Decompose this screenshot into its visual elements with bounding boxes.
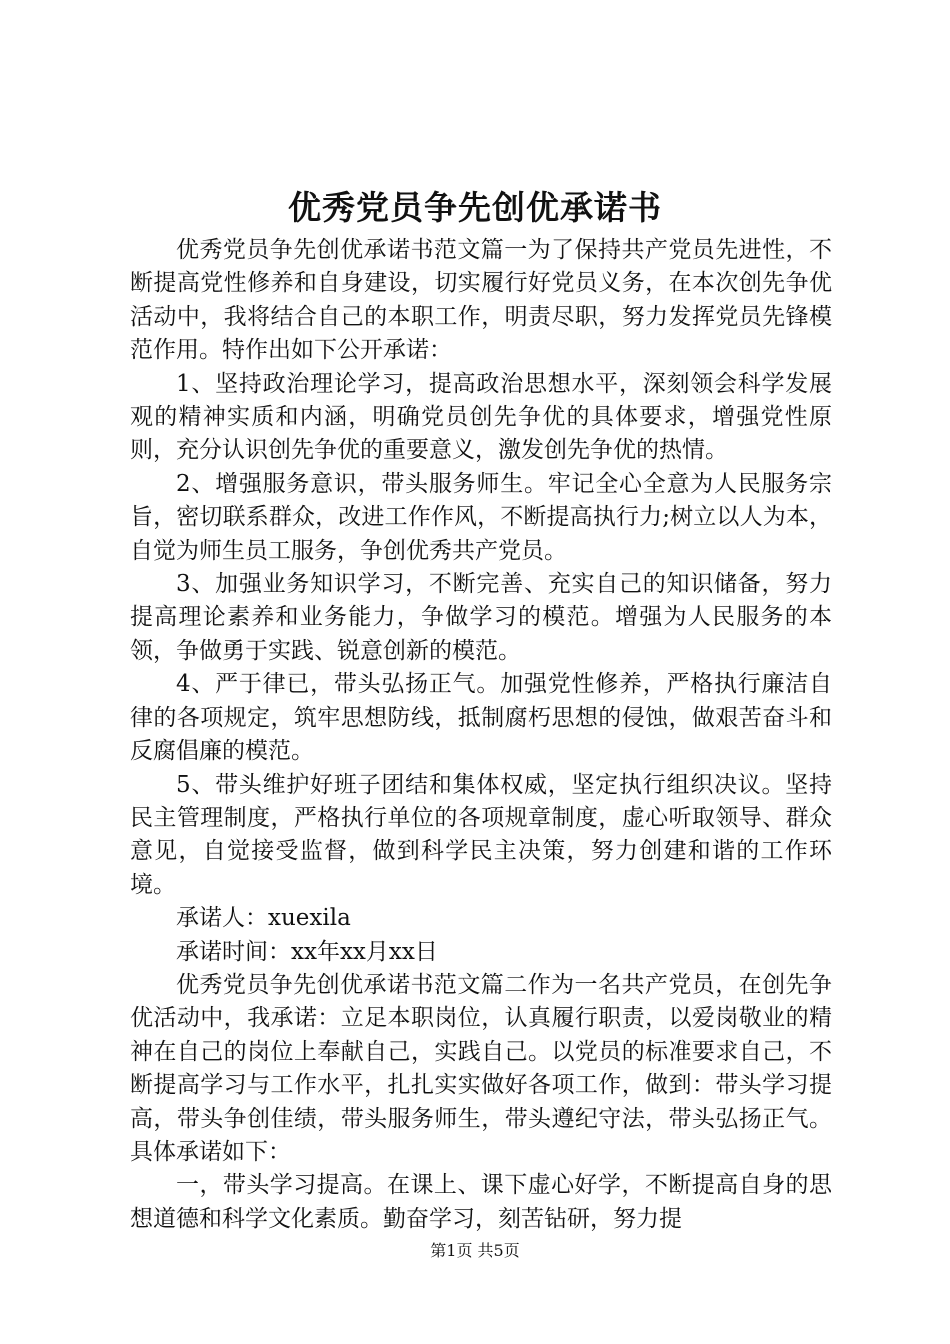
paragraph-item-2: 2、增强服务意识，带头服务师生。牢记全心全意为人民服务宗旨，密切联系群众，改进工作作风，不断提高执行力;树立以人为本，自觉为师生员工服务，争创优秀共产党员。 xyxy=(130,470,832,564)
paragraph-item-one: 一，带头学习提高。在课上、课下虚心好学，不断提高自身的思想道德和科学文化素质。勤奋学习，刻苦钻研，努力提 xyxy=(130,1172,832,1232)
signatory-line: 承诺人：xuexila xyxy=(176,905,351,932)
paragraph-item-1: 1、坚持政治理论学习，提高政治思想水平，深刻领会科学发展观的精神实质和内涵，明确党员创先争优的具体要求，增强党性原则，充分认识创先争优的重要意义，激发创先争优的热情。 xyxy=(130,370,832,464)
date-line: 承诺时间：xx年xx月xx日 xyxy=(176,938,438,965)
page-footer: 第1页 共5页 xyxy=(430,1241,520,1260)
paragraph-intro-2: 优秀党员争先创优承诺书范文篇二作为一名共产党员，在创先争优活动中，我承诺：立足本职岗位，认真履行职责，以爱岗敬业的精神在自己的岗位上奉献自己，实践自己。以党员的标准要求自己，不断提高学习与工作水平，扎扎实实做好各项工作，做到：带头学习提高，带头争创佳绩，带头服务师生，带头遵纪守法，带头弘扬正气。具体承诺如下： xyxy=(130,971,832,1165)
document-body xyxy=(130,234,832,1236)
paragraph-item-5: 5、带头维护好班子团结和集体权威，坚定执行组织决议。坚持民主管理制度，严格执行单位的各项规章制度，虚心听取领导、群众意见，自觉接受监督，做到科学民主决策，努力创建和谐的工作环境。 xyxy=(130,771,832,898)
page-title: 优秀党员争先创优承诺书 xyxy=(288,188,662,227)
paragraph-item-4: 4、严于律已，带头弘扬正气。加强党性修养，严格执行廉洁自律的各项规定，筑牢思想防线，抵制腐朽思想的侵蚀，做艰苦奋斗和反腐倡廉的模范。 xyxy=(130,671,832,765)
paragraph-item-3: 3、加强业务知识学习，不断完善、充实自己的知识储备，努力提高理论素养和业务能力，争做学习的模范。增强为人民服务的本领，争做勇于实践、锐意创新的模范。 xyxy=(130,571,832,664)
paragraph-intro-1: 优秀党员争先创优承诺书范文篇一为了保持共产党员先进性，不断提高党性修养和自身建设，切实履行好党员义务，在本次创先争优活动中，我将结合自己的本职工作，明责尽职，努力发挥党员先锋模范作用。特作出如下公开承诺： xyxy=(130,237,832,364)
